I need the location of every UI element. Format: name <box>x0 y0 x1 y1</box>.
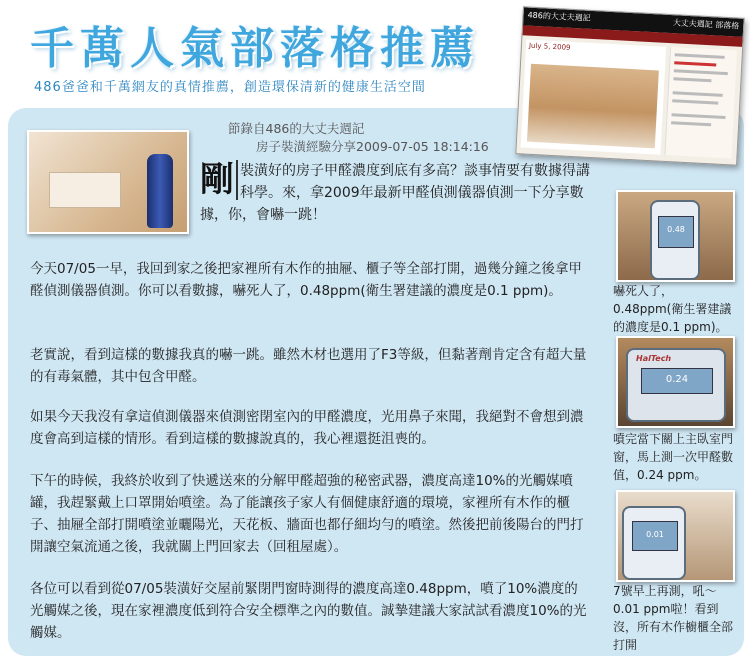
formaldehyde-meter <box>650 200 700 280</box>
meter-reading: 0.24 <box>641 368 712 394</box>
blog-post <box>521 40 666 155</box>
dropcap: 剛 <box>200 160 238 200</box>
intro-text <box>200 160 595 226</box>
source-line: 節錄自486的大丈夫週記 <box>228 121 365 136</box>
blog-screenshot <box>515 6 744 165</box>
caption-3: 7號早上再測，吼～0.01 ppm啦！看到沒，所有木作櫥櫃全部打開 <box>613 584 734 652</box>
spray-can <box>147 154 173 228</box>
blog-sidebar <box>664 47 737 158</box>
paragraph-2: 老實說，看到這樣的數據我真的嚇一跳。雖然木材也選用了F3等級，但黏著劑肯定含有超大量的有毒氣體，其中包含甲醛。 <box>30 347 587 385</box>
post-date-line: 房子裝潢經驗分享2009-07-05 18:14:16 <box>256 139 489 154</box>
blog-date: July 5, 2009 <box>528 41 571 52</box>
formaldehyde-meter <box>622 506 686 580</box>
open-drawer <box>49 172 121 208</box>
caption-2: 噴完當下關上主臥室門窗，馬上測一次甲醛數值，0.24 ppm。 <box>613 432 734 482</box>
meter-reading: 0.48 <box>658 216 693 248</box>
meter-brand: HalTech <box>636 354 672 363</box>
page-subtitle: 486爸爸和千萬網友的真情推薦，創造環保清新的健康生活空間 <box>34 80 426 95</box>
blog-name: 486的大丈夫週記 <box>527 10 592 23</box>
kitchen-photo <box>527 64 659 149</box>
caption-1: 嚇死人了，0.48ppm(衛生署建議的濃度是0.1 ppm)。 <box>613 284 732 334</box>
meter-reading: 0.01 <box>632 521 677 551</box>
formaldehyde-meter <box>626 348 726 422</box>
intro-body: 裝潢好的房子甲醛濃度到底有多高？談事情要有數據得講科學。來，拿2009年最新甲醛偵測儀器偵測一下分享數據，你，會嚇一跳！ <box>200 163 590 223</box>
paragraph-1: 今天07/05一早，我回到家之後把家裡所有木作的抽屜、櫃子等全部打開，過幾分鐘之後拿甲醛偵測儀器偵測。你可以看數據，嚇死人了，0.48ppm(衛生署建議的濃度是0.1 ppm)。 <box>30 261 582 299</box>
blog-right-title: 大丈夫週記 部落格 <box>672 18 740 31</box>
paragraph-5: 各位可以看到從07/05裝潢好交屋前緊閉門窗時測得的濃度高達0.48ppm，噴了10%濃度的光觸媒之後，現在家裡濃度低到符合安全標準之內的數值。誠摯建議大家試試看濃度10%的光觸媒。 <box>30 581 587 641</box>
page-title: 千萬人氣部落格推薦 <box>30 23 480 74</box>
meter-photo-1 <box>616 190 735 282</box>
meter-photo-3 <box>616 490 735 582</box>
meter-photo-2 <box>616 336 735 428</box>
drawer-spray-photo <box>27 130 189 234</box>
paragraph-3: 如果今天我沒有拿這偵測儀器來偵測密閉室內的甲醛濃度，光用鼻子來聞，我絕對不會想到濃度會高到這樣的情形。看到這樣的數據說真的，我心裡還挺沮喪的。 <box>30 409 584 447</box>
paragraph-4: 下午的時候，我終於收到了快遞送來的分解甲醛超強的秘密武器，濃度高達10%的光觸媒噴罐，我趕緊戴上口罩開始噴塗。為了能讓孩子家人有個健康舒適的環境，家裡所有木作的櫃子、抽屜全部打開噴塗並曬陽光，天花板、牆面也都仔細均勻的噴塗。然後把前後陽台的門打開讓空氣流通之後，我就關上門回家去（回租屋處）。 <box>30 473 584 555</box>
article-meta <box>228 120 489 156</box>
